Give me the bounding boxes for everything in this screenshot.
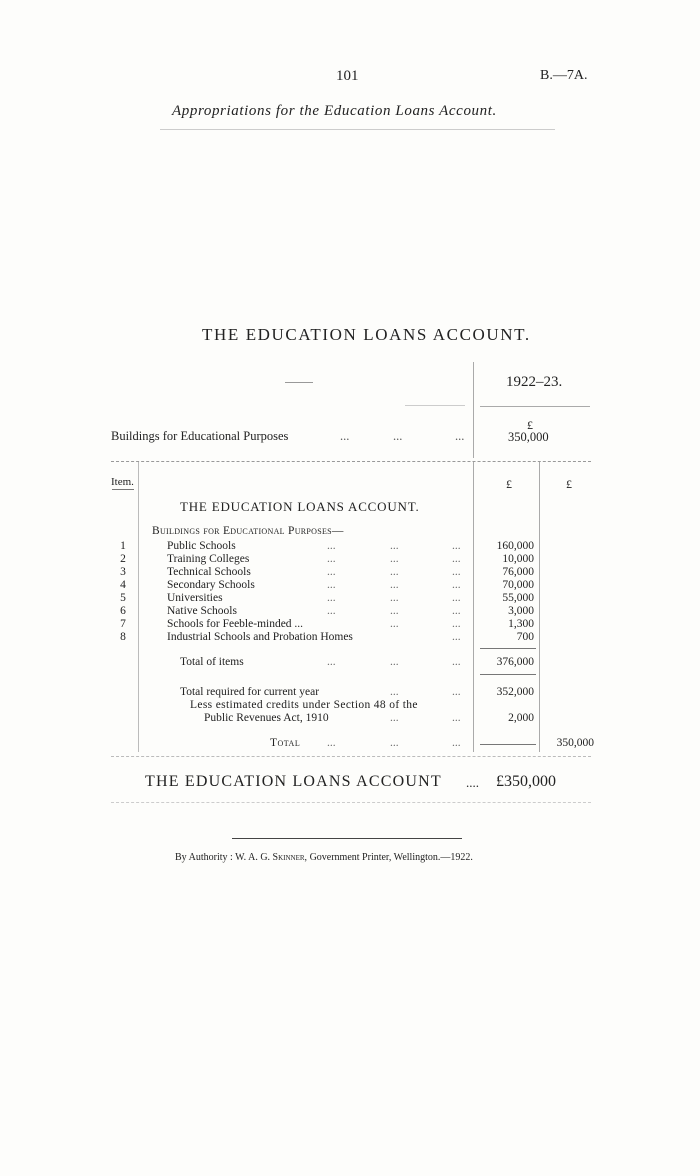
summary-line-value: 350,000 bbox=[508, 430, 549, 444]
less-credits-value: 2,000 bbox=[508, 712, 534, 724]
leader-dots: ... bbox=[452, 605, 461, 617]
required-label: Total required for current year bbox=[180, 686, 320, 698]
less-credits-label: Less estimated credits under Section 48 of the bbox=[190, 699, 418, 711]
leader-dots: ... bbox=[390, 553, 399, 565]
leader-dots: ... bbox=[452, 631, 461, 643]
page-number: 101 bbox=[336, 68, 359, 84]
item-header-rule bbox=[112, 489, 134, 490]
item-number: 6 bbox=[120, 605, 126, 617]
total-items-value: 376,000 bbox=[496, 656, 534, 668]
detail-top-rule bbox=[111, 461, 591, 462]
leader-dots: ... bbox=[327, 566, 336, 578]
table-row bbox=[0, 592, 700, 605]
table-row bbox=[0, 605, 700, 618]
imprint-rule bbox=[232, 838, 462, 839]
leader-dots: ... bbox=[390, 605, 399, 617]
item-amount: 160,000 bbox=[496, 540, 534, 552]
item-amount: 10,000 bbox=[502, 553, 534, 565]
leader-dots: ... bbox=[327, 737, 336, 749]
imprint-suffix: Government Printer, Wellington.—1922. bbox=[309, 852, 473, 863]
item-label: Secondary Schools bbox=[167, 579, 255, 591]
leader-dots: ... bbox=[390, 540, 399, 552]
summary-column-divider bbox=[473, 362, 474, 458]
summary-dots: ... bbox=[340, 429, 350, 443]
item-number: 4 bbox=[120, 579, 126, 591]
total-dash-rule bbox=[480, 744, 536, 745]
item-amount: 700 bbox=[516, 631, 534, 643]
amount-currency-left: £ bbox=[506, 477, 512, 491]
item-label: Public Schools bbox=[167, 540, 236, 552]
leader-dots: ... bbox=[452, 656, 461, 668]
less-credits-act: Public Revenues Act, 1910 bbox=[204, 712, 329, 724]
leader-dots: ... bbox=[452, 712, 461, 724]
item-amount: 55,000 bbox=[502, 592, 534, 604]
grand-total-dots: .... bbox=[466, 775, 479, 790]
item-label: Technical Schools bbox=[167, 566, 251, 578]
leader-dots: ... bbox=[327, 656, 336, 668]
imprint-initials: W. A. G. bbox=[235, 852, 271, 863]
item-number: 8 bbox=[120, 631, 126, 643]
amount-currency-right: £ bbox=[566, 477, 572, 491]
leader-dots: ... bbox=[390, 712, 399, 724]
total-items-label: Total of items bbox=[180, 656, 244, 668]
summary-line-label: Buildings for Educational Purposes bbox=[111, 429, 289, 443]
item-label: Universities bbox=[167, 592, 223, 604]
detail-title: THE EDUCATION LOANS ACCOUNT. bbox=[180, 499, 420, 514]
table-row bbox=[0, 579, 700, 592]
item-number: 1 bbox=[120, 540, 126, 552]
leader-dots: ... bbox=[452, 618, 461, 630]
summary-dots: ... bbox=[393, 429, 403, 443]
table-row bbox=[0, 540, 700, 553]
leader-dots: ... bbox=[327, 540, 336, 552]
summary-currency: £ bbox=[527, 418, 533, 432]
summary-left-rule bbox=[405, 405, 465, 406]
table-row bbox=[0, 553, 700, 566]
leader-dots: ... bbox=[452, 540, 461, 552]
detail-subheading: Buildings for Educational Purposes— bbox=[152, 525, 344, 537]
leader-dots: ... bbox=[390, 566, 399, 578]
leader-dots: ... bbox=[390, 592, 399, 604]
table-row bbox=[0, 618, 700, 631]
leader-dots: ... bbox=[452, 592, 461, 604]
year-rule bbox=[480, 406, 590, 407]
table-row bbox=[0, 566, 700, 579]
total-label: Total bbox=[270, 737, 301, 749]
year-header: 1922–23. bbox=[506, 374, 563, 390]
item-amount: 70,000 bbox=[502, 579, 534, 591]
leader-dots: ... bbox=[390, 737, 399, 749]
required-value: 352,000 bbox=[496, 686, 534, 698]
leader-dots: ... bbox=[452, 553, 461, 565]
detail-bottom-rule bbox=[111, 756, 591, 757]
summary-title-rule bbox=[285, 382, 313, 383]
heading-rule bbox=[160, 129, 555, 130]
item-amount: 76,000 bbox=[502, 566, 534, 578]
item-number: 3 bbox=[120, 566, 126, 578]
item-number: 7 bbox=[120, 618, 126, 630]
grand-total-rule bbox=[111, 802, 591, 803]
leader-dots: ... bbox=[452, 579, 461, 591]
summary-dots: ... bbox=[455, 429, 465, 443]
table-row bbox=[0, 631, 700, 644]
page-heading: Appropriations for the Education Loans Account. bbox=[172, 103, 497, 119]
leader-dots: ... bbox=[327, 553, 336, 565]
items-subtotal-rule bbox=[480, 648, 536, 649]
imprint-prefix: By Authority : bbox=[175, 852, 233, 863]
leader-dots: ... bbox=[390, 686, 399, 698]
item-number: 2 bbox=[120, 553, 126, 565]
document-reference: B.—7A. bbox=[540, 68, 588, 83]
leader-dots: ... bbox=[390, 579, 399, 591]
item-label: Schools for Feeble-minded ... bbox=[167, 618, 304, 630]
grand-total-label: THE EDUCATION LOANS ACCOUNT bbox=[145, 773, 442, 790]
leader-dots: ... bbox=[390, 618, 399, 630]
item-label: Native Schools bbox=[167, 605, 237, 617]
grand-total-amount: £350,000 bbox=[496, 773, 556, 790]
item-label: Training Colleges bbox=[167, 553, 250, 565]
item-amount: 3,000 bbox=[508, 605, 534, 617]
leader-dots: ... bbox=[327, 592, 336, 604]
leader-dots: ... bbox=[390, 656, 399, 668]
total-items-rule bbox=[480, 674, 536, 675]
leader-dots: ... bbox=[452, 566, 461, 578]
item-label: Industrial Schools and Probation Homes bbox=[167, 631, 353, 643]
item-number: 5 bbox=[120, 592, 126, 604]
imprint-line bbox=[175, 852, 473, 863]
item-amount: 1,300 bbox=[508, 618, 534, 630]
leader-dots: ... bbox=[327, 579, 336, 591]
item-column-header: Item. bbox=[111, 476, 134, 488]
leader-dots: ... bbox=[452, 686, 461, 698]
summary-title: THE EDUCATION LOANS ACCOUNT. bbox=[202, 325, 531, 344]
leader-dots: ... bbox=[452, 737, 461, 749]
imprint-surname: Skinner, bbox=[272, 852, 308, 863]
leader-dots: ... bbox=[327, 605, 336, 617]
total-value: 350,000 bbox=[556, 737, 594, 749]
